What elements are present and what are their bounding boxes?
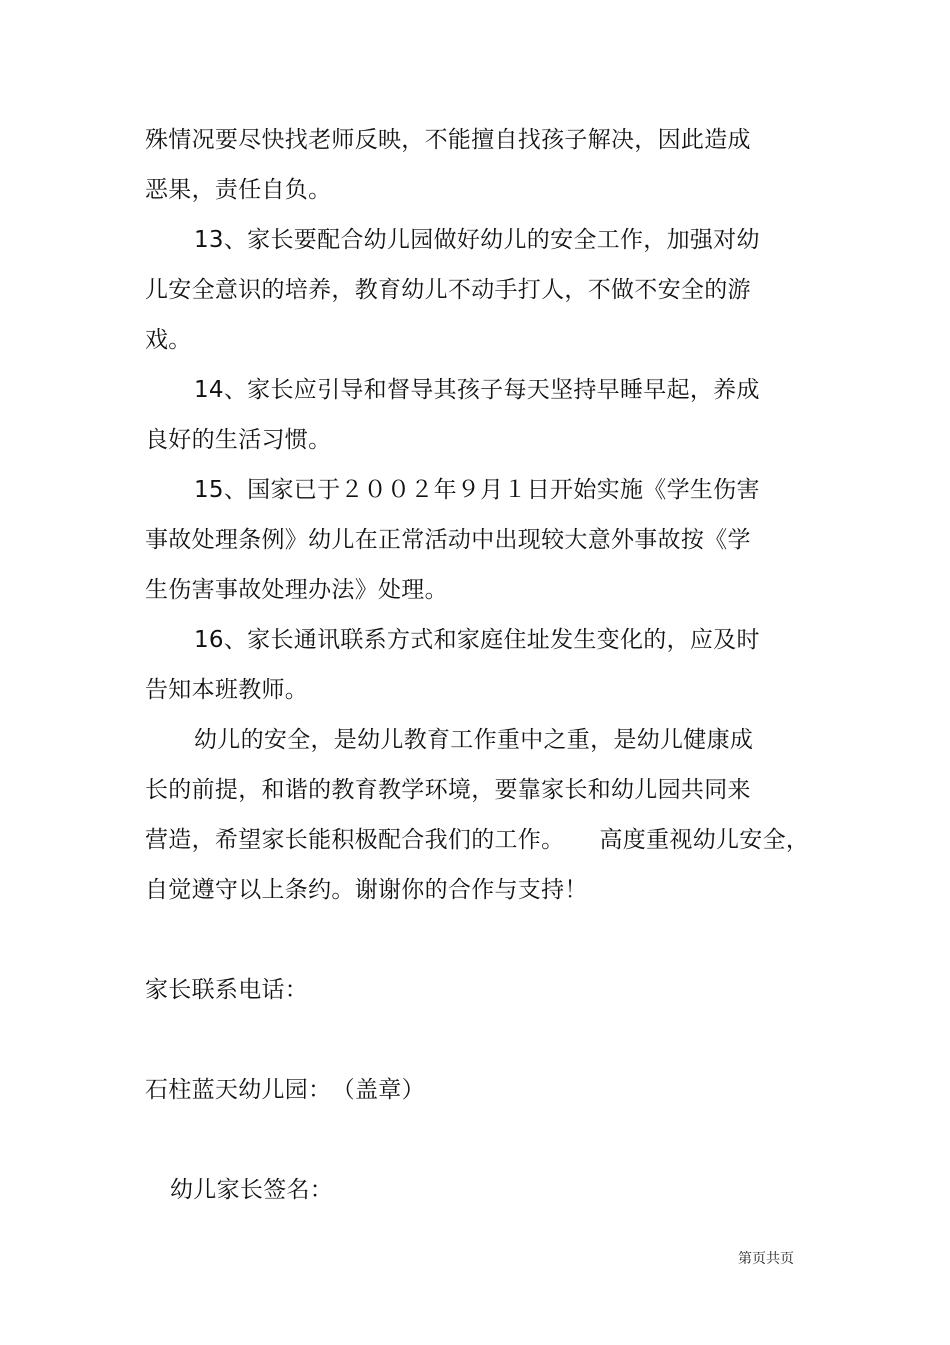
contact-phone-label: 家长联系电话： [145, 977, 309, 1003]
parent-signature-label: 幼儿家长签名： [170, 1177, 334, 1203]
body-line-1: 殊情况要尽快找老师反映，不能擅自找孩子解决，因此造成 [145, 127, 751, 153]
closing-line-3: 营造，希望家长能积极配合我们的工作。 高度重视幼儿安全， [145, 827, 810, 853]
clause-14-line-2: 良好的生活习惯。 [145, 427, 332, 453]
clause-15-line-2: 事故处理条例》幼儿在正常活动中出现较大意外事故按《学 [145, 527, 751, 553]
page-footer: 第页共页 [738, 1251, 794, 1267]
clause-14-line-1: 14、家长应引导和督导其孩子每天坚持早睡早起，养成 [194, 377, 760, 403]
closing-line-2: 长的前提，和谐的教育教学环境，要靠家长和幼儿园共同来 [145, 777, 751, 803]
clause-16-line-1: 16、家长通讯联系方式和家庭住址发生变化的，应及时 [194, 627, 760, 653]
body-line-2: 恶果，责任自负。 [145, 177, 332, 203]
clause-15-line-1: 15、国家已于２００２年９月１日开始实施《学生伤害 [194, 477, 760, 503]
clause-15-line-3: 生伤害事故处理办法》处理。 [145, 577, 448, 603]
clause-16-line-2: 告知本班教师。 [145, 677, 309, 703]
clause-13-line-3: 戏。 [145, 327, 192, 353]
closing-line-4: 自觉遵守以上条约。谢谢你的合作与支持！ [145, 877, 588, 903]
clause-13-line-2: 儿安全意识的培养，教育幼儿不动手打人，不做不安全的游 [145, 277, 751, 303]
clause-13-line-1: 13、家长要配合幼儿园做好幼儿的安全工作，加强对幼 [194, 227, 760, 253]
kindergarten-stamp-label: 石柱蓝天幼儿园： （盖章） [145, 1077, 425, 1103]
closing-line-1: 幼儿的安全，是幼儿教育工作重中之重，是幼儿健康成 [194, 727, 754, 753]
